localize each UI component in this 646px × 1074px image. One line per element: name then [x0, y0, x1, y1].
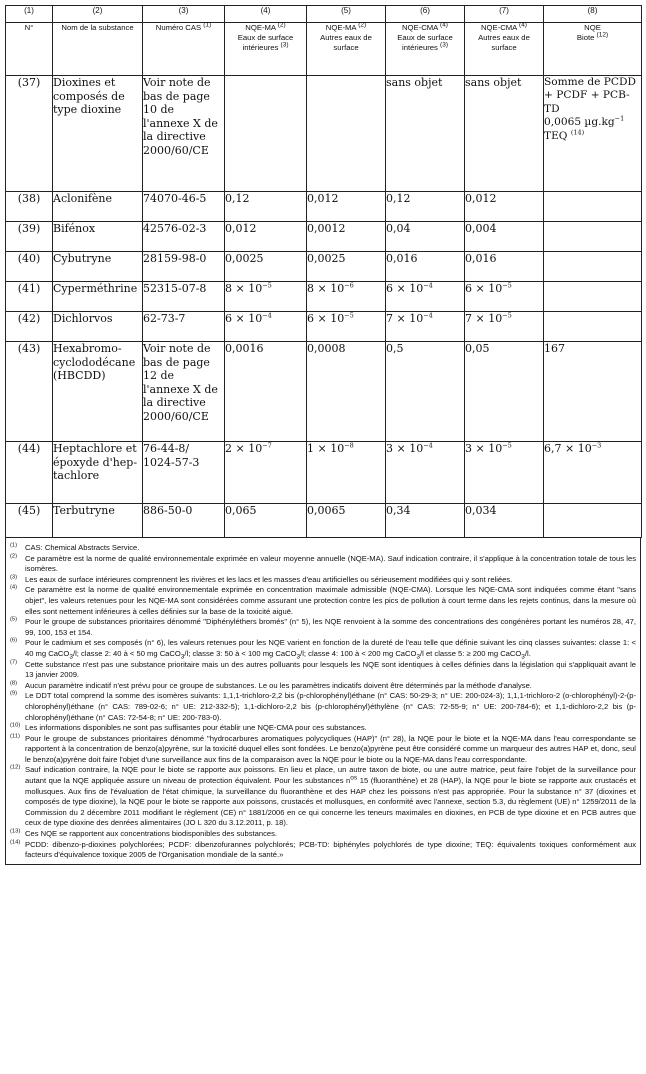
footnotes — [5, 538, 641, 865]
cell-text: 3 × 10 — [465, 442, 503, 455]
header-text: NQE-CMA — [481, 23, 517, 32]
column-number: (5) — [307, 6, 386, 23]
footnote-text: PCDD: dibenzo-p-dioxines polychlorées; PCDF: dibenzofurannes polychlorés; PCB-TD: biphényles polychlorés de type dioxine; TEQ: équivalents toxiques conformément aux facteurs d'équivalence toxique 2005 de l'Organisation mondiale de la santé.» — [25, 839, 636, 860]
cell-substance: Dichlorvos — [53, 312, 143, 342]
cell-number: (41) — [6, 282, 53, 312]
text-run: /l; classe 4: 100 à < 200 mg CaCO — [300, 648, 417, 658]
exponent: −5 — [344, 311, 354, 320]
text-run: Pour le cadmium et ses composés (n° 6), les valeurs retenues pour les NQE varient en fonction de la dureté de l'eau telle que définie suivant les cinq classes suivantes: classe 1: < 40 mg CaCO — [25, 638, 636, 658]
cell-substance: Aclonifène — [53, 192, 143, 222]
cell-ma-other: 0,0008 — [307, 342, 386, 442]
footnote-ref: (2) — [358, 21, 367, 29]
header-ma-inland — [225, 23, 307, 76]
cell-substance: Cybutryne — [53, 252, 143, 282]
exponent: −4 — [423, 311, 433, 320]
cell-ma-other — [307, 282, 386, 312]
table-row — [6, 252, 642, 282]
footnote-text: Pour le groupe de substances prioritaires dénommé "hydrocarbures aromatiques polycycliques (HAP)" (n° 28), la NQE pour le biote et la NQE-MA dans l'eau correspondante se rapportent à la concentration de benzo(a)pyrène, sur la toxicité duquel elles sont fondées. Le benzo(a)pyrène peut être considéré comme un marqueur des autres HAP et, donc, seul le benzo(a)pyrène doit faire l'objet d'une surveillance aux fins de la comparaison avec la NQE pour le biote ou la NQE-MA dans l'eau correspondante. — [25, 733, 636, 764]
cell-biota — [544, 222, 642, 252]
footnote-text: Pour le groupe de substances prioritaires dénommé "Diphényléthers bromés" (n° 5), les NQE renvoient à la somme des concentrations des congénères portant les numéros 28, 47, 99, 100, 153 et 154. — [25, 617, 636, 637]
cell-substance: Dioxines et composés de type dioxine — [53, 76, 143, 192]
cell-text: 3 × 10 — [386, 442, 424, 455]
footnote-text: CAS: Chemical Abstracts Service. — [25, 543, 140, 552]
header-no — [6, 23, 53, 76]
cell-substance: Bifénox — [53, 222, 143, 252]
cell-biota — [544, 282, 642, 312]
column-number: (4) — [225, 6, 307, 23]
cell-ma-other: 0,012 — [307, 192, 386, 222]
footnote-ref: (1) — [10, 542, 18, 549]
cell-cma-other — [465, 312, 544, 342]
footnote-ref: (3) — [280, 41, 289, 49]
exponent: −6 — [344, 281, 354, 290]
cell-cas: Voir note de bas de page 10 de l'annexe X de la directive 2000/60/CE — [143, 76, 225, 192]
footnote-ref: (14) — [570, 128, 585, 137]
cell-cma-other: 0,004 — [465, 222, 544, 252]
subscript: 3 — [69, 653, 73, 661]
footnote-text: Ces NQE se rapportent aux concentrations biodisponibles des substances. — [25, 829, 278, 839]
cell-biota — [544, 252, 642, 282]
header-text: Numéro CAS — [155, 23, 202, 32]
table-row — [6, 342, 642, 442]
cell-biota — [544, 312, 642, 342]
cell-ma-inland — [225, 282, 307, 312]
text-run: /l; classe 2: 40 à < 50 mg CaCO — [72, 648, 181, 658]
cell-cas: 28159-98-0 — [143, 252, 225, 282]
cell-cma-other — [465, 282, 544, 312]
footnote — [10, 575, 636, 586]
cell-text: 6 × 10 — [225, 312, 263, 325]
cell-cma-other: 0,012 — [465, 192, 544, 222]
exponent: −1 — [614, 114, 625, 123]
footnote-text: Cette substance n'est pas une substance prioritaire mais un des autres polluants pour lesquels les NQE sont identiques à celles définies dans la législation qui s'appliquait avant le 13 janvier 2009. — [25, 659, 636, 680]
table-row — [6, 504, 642, 538]
cell-text: 8 × 10 — [225, 282, 263, 295]
footnote-ref: (3) — [10, 574, 18, 581]
cell-text: Somme de PCDD + PCDF + PCB-TD — [544, 76, 637, 115]
header-text: Biote — [576, 33, 595, 42]
footnote-ref: (9) — [10, 690, 18, 697]
header-text: N° — [24, 23, 34, 32]
cell-number: (39) — [6, 222, 53, 252]
cell-ma-other: 0,0065 — [307, 504, 386, 538]
footnote — [10, 638, 636, 659]
column-header-row — [6, 23, 642, 76]
cell-cma-inland: 0,5 — [386, 342, 465, 442]
cell-ma-inland: 0,0025 — [225, 252, 307, 282]
cell-text: 6 × 10 — [386, 282, 424, 295]
cell-ma-other: 0,0025 — [307, 252, 386, 282]
header-text: Eaux de surface intérieures — [397, 33, 453, 52]
cell-ma-inland — [225, 442, 307, 504]
footnote-text: Aucun paramètre indicatif n'est prévu pour ce groupe de substances. Le ou les paramètres indicatifs doivent être déterminés par la méthode d'analyse. — [25, 680, 532, 690]
footnote-ref: (7) — [10, 659, 18, 665]
footnote — [10, 660, 636, 681]
cell-cma-other: 0,05 — [465, 342, 544, 442]
cell-cma-inland: 0,04 — [386, 222, 465, 252]
subscript: 3 — [296, 653, 301, 661]
cell-text: 7 × 10 — [386, 312, 424, 325]
cell-cma-inland: 0,12 — [386, 192, 465, 222]
footnote-ref: (4) — [440, 21, 448, 29]
footnote-ref: (2) — [10, 553, 18, 560]
exponent: −4 — [262, 311, 272, 320]
footnote — [10, 681, 636, 692]
footnote — [10, 585, 636, 617]
cell-number: (37) — [6, 76, 53, 192]
cell-cma-other: 0,016 — [465, 252, 544, 282]
cell-biota — [544, 76, 642, 192]
header-name — [53, 23, 143, 76]
cell-ma-other: 0,0012 — [307, 222, 386, 252]
cell-ma-inland — [225, 312, 307, 342]
header-cma-inland — [386, 23, 465, 76]
text-run: Sauf indication contraire, la NQE pour le biote se rapporte aux poissons. En lieu et place, un autre taxon de biote, ou une autre matrice, peut faire l'objet de la surveillance pour autant que la NQE appliquée assure un niveau de protection équivalent. Pour les substances n — [25, 765, 636, 786]
cell-number: (44) — [6, 442, 53, 504]
footnote-text — [25, 765, 636, 829]
cell-cas: 74070-46-5 — [143, 192, 225, 222]
text-run: /l; classe 3: 50 à < 100 mg CaCO — [184, 648, 297, 658]
cell-ma-inland: 0,12 — [225, 192, 307, 222]
column-number: (7) — [465, 6, 544, 23]
cell-cma-inland: sans objet — [386, 76, 465, 192]
column-number: (8) — [544, 6, 642, 23]
column-number: (1) — [6, 6, 53, 23]
exponent: −5 — [262, 281, 272, 290]
footnote-text: Ce paramètre est la norme de qualité environnementale exprimée en concentration maximale admissible (NQE-CMA). Lorsque les NQE-CMA sont indiquées comme étant "sans objet", les valeurs retenues pour les NQE-MA sont considérées comme assurant une protection contre les pics de pollution à court terme dans les rejets continus, dans la mesure où elles sont nettement inférieures à celles définies sur la base de la toxicité aiguë. — [25, 585, 636, 616]
table-row — [6, 282, 642, 312]
exponent: −5 — [502, 281, 512, 290]
cell-cma-other — [465, 442, 544, 504]
header-text: NQE-MA — [245, 23, 276, 32]
cell-number: (38) — [6, 192, 53, 222]
cell-number: (42) — [6, 312, 53, 342]
cell-text: 6 × 10 — [307, 312, 345, 325]
cell-cas: 76-44-8/ 1024-57-3 — [143, 442, 225, 504]
footnote — [10, 617, 636, 638]
column-number: (3) — [143, 6, 225, 23]
cell-cas: 62-73-7 — [143, 312, 225, 342]
footnote-ref: (4) — [10, 584, 18, 591]
footnote-ref: (2) — [277, 21, 286, 29]
table-row — [6, 192, 642, 222]
cell-ma-inland: 0,065 — [225, 504, 307, 538]
footnote-text: Le DDT total comprend la somme des isomères suivants: 1,1,1-trichloro-2,2 bis (p-chlorophényl)éthane (n° CAS: 50-29-3; n° UE: 200-024-3); 1,1,1-trichloro-2 (o-chlorophényl)-2-(p-chlorophényl)éthane (n° CAS: 789-02-6; n° UE: 212-332-5); 1,1-dichloro-2,2 bis (p-chlorophényl)éthylène (n° CAS: 72-55-9; n° UE: 200-784-6); et 1,1-dichloro-2,2 bis (p-chlorophényl)éthane (n° CAS: 72-54-8; n° UE: 200-783-0). — [25, 691, 636, 722]
header-text: Autres eaux de surface — [478, 33, 530, 52]
footnote — [10, 554, 636, 575]
cell-text: 7 × 10 — [465, 312, 503, 325]
table-row — [6, 442, 642, 504]
cell-text: 0,0065 µg.kg — [544, 116, 615, 129]
cell-text: 1 × 10 — [307, 442, 345, 455]
cell-substance: Heptachlore et époxyde d'hep-tachlore — [53, 442, 143, 504]
exponent: −4 — [423, 441, 433, 450]
cell-number: (40) — [6, 252, 53, 282]
exponent: −3 — [591, 441, 602, 450]
cell-ma-inland: 0,012 — [225, 222, 307, 252]
footnote-text: Les eaux de surface intérieures comprennent les rivières et les lacs et les masses d'eau artificielles ou sérieusement modifiées qui y sont reliées. — [25, 574, 513, 584]
footnote-ref: (13) — [10, 828, 21, 835]
footnote — [10, 829, 636, 840]
footnote-ref: (14) — [10, 839, 21, 846]
footnote — [10, 543, 636, 554]
cell-text: 2 × 10 — [225, 442, 263, 455]
header-text: NQE-CMA — [402, 23, 438, 32]
cell-text: 8 × 10 — [307, 282, 345, 295]
exponent: −8 — [344, 441, 354, 450]
cell-cma-inland — [386, 442, 465, 504]
cell-text: TEQ — [544, 129, 568, 142]
footnote — [10, 840, 636, 861]
exponent: −5 — [502, 441, 512, 450]
footnote-text — [25, 638, 636, 659]
cell-ma-other — [307, 442, 386, 504]
header-text: NQE — [584, 23, 601, 32]
footnote-ref: (12) — [596, 31, 609, 39]
header-ma-other — [307, 23, 386, 76]
cell-biota — [544, 192, 642, 222]
cell-cma-other: 0,034 — [465, 504, 544, 538]
cell-cma-inland — [386, 312, 465, 342]
header-text: Autres eaux de surface — [320, 33, 372, 52]
cell-cas: 886-50-0 — [143, 504, 225, 538]
footnote-text: Les informations disponibles ne sont pas suffisantes pour établir une NQE-CMA pour ces substances. — [25, 723, 367, 733]
text-run: /l et classe 5: ≥ 200 mg CaCO — [420, 648, 522, 658]
cell-text: 6,7 × 10 — [544, 442, 592, 455]
footnote — [10, 691, 636, 723]
exponent: −5 — [502, 311, 512, 320]
cell-ma-inland — [225, 76, 307, 192]
text-run: /l. — [524, 648, 531, 658]
footnote-ref: (12) — [10, 764, 21, 771]
column-number-row — [6, 6, 642, 23]
cell-biota: 167 — [544, 342, 642, 442]
cell-cma-other: sans objet — [465, 76, 544, 192]
footnote-ref: (10) — [10, 722, 21, 729]
superscript: os — [350, 774, 358, 782]
footnote-ref: (4) — [519, 21, 527, 29]
table-row — [6, 222, 642, 252]
subscript: 3 — [521, 653, 525, 661]
footnote-ref: (11) — [10, 733, 20, 740]
exponent: −7 — [262, 441, 272, 450]
header-cma-other — [465, 23, 544, 76]
cell-substance: Cyperméthrine — [53, 282, 143, 312]
cell-ma-other — [307, 312, 386, 342]
footnote-ref: (1) — [203, 21, 212, 29]
cell-number: (43) — [6, 342, 53, 442]
subscript: 3 — [416, 653, 421, 661]
cell-number: (45) — [6, 504, 53, 538]
nqe-table — [5, 5, 642, 538]
table-row — [6, 312, 642, 342]
footnote-ref: (8) — [10, 680, 18, 687]
cell-ma-inland: 0,0016 — [225, 342, 307, 442]
cell-cma-inland: 0,016 — [386, 252, 465, 282]
cell-cas: 42576-02-3 — [143, 222, 225, 252]
cell-substance: Hexabromo-cyclododécane (HBCDD) — [53, 342, 143, 442]
header-text: Nom de la substance — [61, 23, 134, 32]
cell-text: 6 × 10 — [465, 282, 503, 295]
column-number: (6) — [386, 6, 465, 23]
footnote-text: Ce paramètre est la norme de qualité environnementale exprimée en valeur moyenne annuelle (NQE-MA). Sauf indication contraire, il s'applique à la concentration totale de tous les isomères. — [25, 553, 636, 574]
cell-cma-inland — [386, 282, 465, 312]
cell-cma-inland: 0,34 — [386, 504, 465, 538]
footnote — [10, 723, 636, 734]
header-biota — [544, 23, 642, 76]
document-page — [5, 5, 641, 865]
text-run: 15 (fluoranthène) et 28 (HAP), la NQE pour le biote se rapporte aux crustacés et mollusques. Aux fins de l'évaluation de l'état chimique, la surveillance du fluoranthène et des HAP chez les poissons n'est pas appropriée. Pour la substance n° 37 (dioxines et composés de type dioxine), la NQE pour le biote se rapporte aux poissons, crustacés et mollusques, en conformité avec l'annexe, section 5.3, du règlement (UE) n° 1259/2011 de la Commission du 2 décembre 2011 modifiant le règlement (CE) n° 1881/2006 en ce qui concerne les teneurs maximales en dioxines, en PCB de type dioxine et en PCB autres que ceux de type dioxine des denrées alimentaires (JO L 320 du 3.12.2011, p. 18). — [25, 776, 636, 828]
footnote — [10, 765, 636, 829]
exponent: −4 — [423, 281, 433, 290]
cell-ma-other — [307, 76, 386, 192]
footnote — [10, 734, 636, 766]
cell-cas: 52315-07-8 — [143, 282, 225, 312]
footnote-ref: (5) — [10, 616, 18, 623]
cell-cas: Voir note de bas de page 12 de l'annexe X de la directive 2000/60/CE — [143, 342, 225, 442]
cell-biota — [544, 504, 642, 538]
footnote-ref: (3) — [440, 41, 448, 49]
header-text: Eaux de surface intérieures — [237, 33, 294, 52]
header-cas — [143, 23, 225, 76]
subscript: 3 — [180, 653, 185, 661]
table-row — [6, 76, 642, 192]
cell-substance: Terbutryne — [53, 504, 143, 538]
column-number: (2) — [53, 6, 143, 23]
cell-biota — [544, 442, 642, 504]
header-text: NQE-MA — [325, 23, 357, 32]
footnote-ref: (6) — [10, 637, 18, 644]
